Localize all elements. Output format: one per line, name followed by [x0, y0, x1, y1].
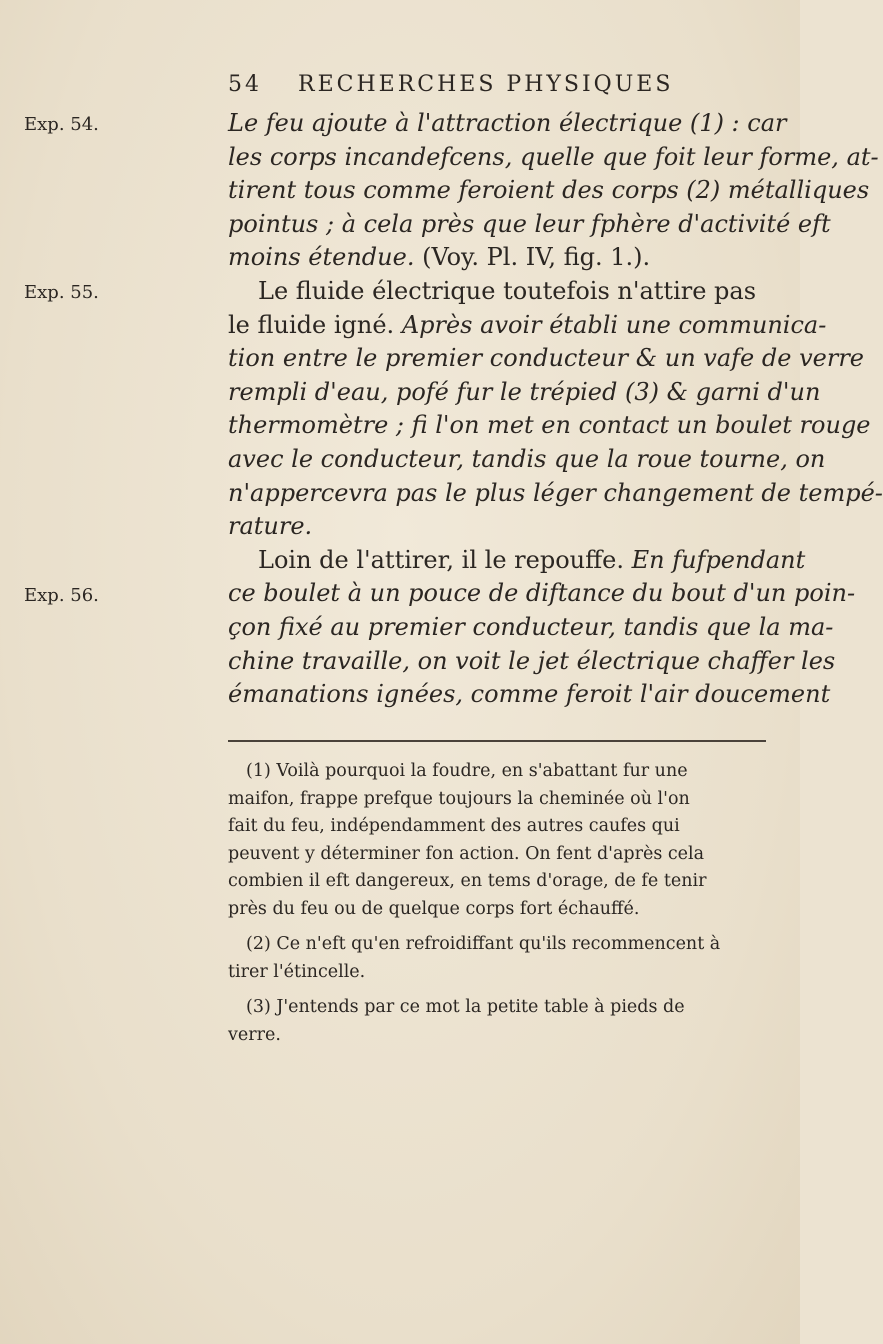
text-segment: En fufpendant — [631, 545, 806, 574]
text-segment: tion entre le premier conducteur & un vafe de verre — [228, 344, 864, 373]
running-header — [228, 72, 788, 97]
text-segment: rempli d'eau, pofé fur le trépied (3) & garni d'un — [228, 377, 821, 406]
footnote-line: peuvent y déterminer fon action. On fent d'après cela — [228, 843, 705, 864]
text-segment: chine travaille, on voit le jet électrique chaffer les — [228, 646, 836, 675]
footnote — [228, 931, 788, 986]
text-segment: Le feu ajoute à l'attraction électrique (1) : car — [228, 109, 787, 137]
footnote-line: verre. — [228, 1024, 281, 1045]
text-line — [228, 443, 826, 477]
text-line — [228, 477, 883, 511]
text-segment: çon fixé au premier conducteur, tandis que la ma- — [228, 612, 834, 641]
margin-label-exp-54: Exp. 54. — [24, 114, 99, 135]
text-segment: avec le conducteur, tandis que la roue tourne, on — [228, 444, 826, 473]
text-line — [228, 510, 788, 544]
text-line — [228, 141, 879, 175]
text-segment: rature. — [228, 512, 313, 541]
margin-label-exp-56: Exp. 56. — [24, 585, 99, 606]
text-segment: émanations ignées, comme feroit l'air doucement — [228, 680, 831, 709]
text-line — [228, 376, 821, 410]
text-line — [228, 174, 870, 208]
text-line — [228, 577, 856, 611]
text-segment: Loin de l'attirer, il le repouffe. — [258, 545, 632, 574]
text-line — [228, 409, 871, 443]
text-line — [228, 544, 806, 578]
footnote-line: (3) J'entends par ce mot la petite table à pieds de — [246, 997, 685, 1017]
footnote-gap — [228, 923, 788, 931]
text-segment: ce boulet à un pouce de diftance du bout d'un poin- — [228, 579, 856, 608]
main-text — [228, 107, 883, 712]
text-line — [228, 678, 831, 712]
text-segment: le fluide igné. — [228, 310, 402, 339]
footnote-line: fait du feu, indépendamment des autres caufes qui — [228, 816, 680, 836]
text-line — [228, 342, 864, 376]
text-segment: les corps incandefcens, quelle que foit leur forme, at- — [228, 142, 879, 171]
text-line — [228, 241, 788, 275]
text-segment: Après avoir établi une communica- — [401, 310, 827, 339]
footnote — [228, 758, 788, 923]
footnote-line: combien il eft dangereux, en tems d'orage, de fe tenir — [228, 871, 707, 891]
text-segment: pointus ; à cela près que leur fphère d'activité eft — [228, 209, 831, 238]
footnote-line: tirer l'étincelle. — [228, 961, 366, 982]
text-segment: moins étendue. — [228, 243, 415, 272]
text-line — [228, 208, 831, 242]
footnote-rule — [228, 740, 766, 742]
page-number: 54 — [228, 72, 262, 97]
text-line — [228, 107, 788, 141]
text-line — [228, 275, 788, 309]
text-segment: (Voy. Pl. IV, fig. 1.). — [414, 243, 651, 272]
text-segment: tirent tous comme feroient des corps (2) métalliques — [228, 176, 870, 205]
footnote — [228, 994, 788, 1049]
text-segment: Le fluide électrique toutefois n'attire pas — [258, 276, 757, 305]
footnote-gap — [228, 986, 788, 994]
footnotes — [228, 758, 788, 1049]
footnote-line: maifon, frappe prefque toujours la cheminée où l'on — [228, 788, 690, 809]
text-segment: thermomètre ; fi l'on met en contact un boulet rouge — [228, 411, 871, 440]
footnote-line: (2) Ce n'eft qu'en refroidiffant qu'ils recommencent à — [246, 934, 721, 954]
running-title: RECHERCHES PHYSIQUES — [298, 72, 674, 97]
text-line — [228, 645, 836, 679]
text-line — [228, 309, 827, 343]
text-line — [228, 611, 834, 645]
footnote-line: (1) Voilà pourquoi la foudre, en s'abattant fur une — [246, 761, 688, 781]
margin-label-exp-55: Exp. 55. — [24, 282, 99, 303]
text-segment: n'appercevra pas le plus léger changement de tempé- — [228, 478, 883, 507]
footnote-line: près du feu ou de quelque corps fort échauffé. — [228, 898, 640, 919]
